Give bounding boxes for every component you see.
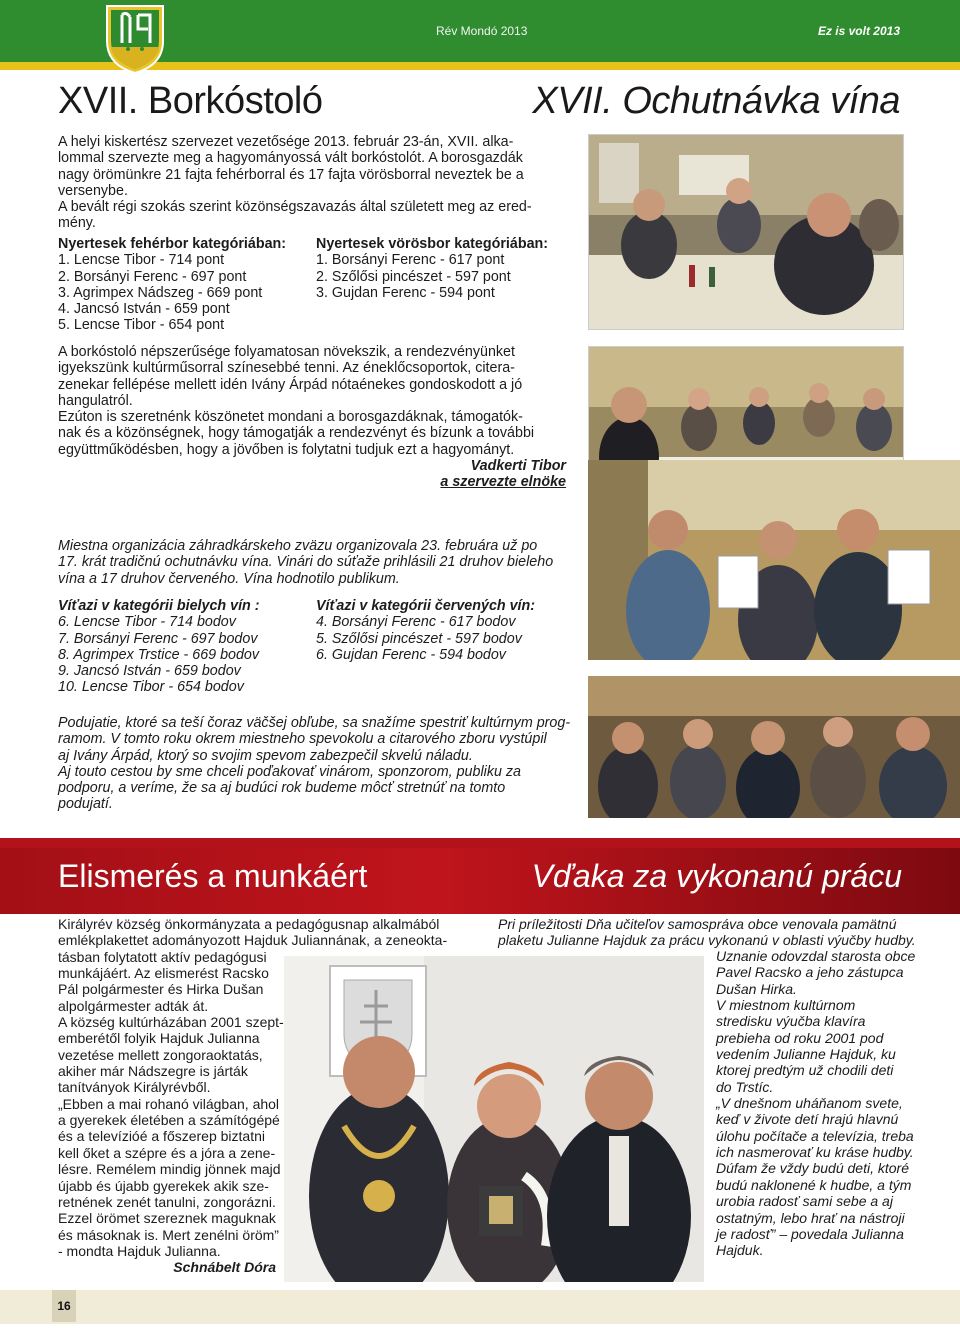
text-line: stredisku výučba klavíra [716,1013,866,1030]
text-line: együttműködésben, hogy a jövőben is folytatni tudjuk ezt a hagyományt. [58,441,515,458]
text-line: nagy örömünkre 21 fajta fehérborral és 17 fajta vörösborral neveztek be a [58,166,524,183]
article-title-sk: XVII. Ochutnávka vína [532,80,900,122]
text-line: Dušan Hirka. [716,980,797,997]
article2-title-hu: Elismerés a munkáért [58,858,368,894]
municipal-crest-icon [104,3,166,75]
text-line: munkájáért. Az elismerést Racsko [58,965,269,982]
text-line: mény. [58,215,96,232]
text-line: A bevált régi szokás szerint közönségszavazás által született meg az ered- [58,199,532,216]
text-line: úlohu počítače a televízia, treba [716,1127,914,1144]
sk-body-paragraph [58,715,570,813]
award-photo [284,956,704,1282]
section-label: Ez is volt 2013 [817,24,900,38]
text-line: tanítványok Királyrévből. [58,1079,211,1096]
text-line: lésre. Remélem mindig jönnek majd [58,1161,281,1178]
text-line: alpolgármester adták át. [58,997,209,1014]
text-line: ostatným, lebo hrať na nástroji [716,1209,905,1226]
text-line: Dúfam že vždy budú deti, ktoré [716,1160,909,1177]
text-line: Ezzel örömet szereznek maguknak [58,1210,276,1227]
text-line: Podujatie, ktoré sa teší čoraz väčšej obľube, sa snažíme spestriť kultúrnym prog- [58,715,571,731]
event-photo-tasting [588,134,904,330]
sk-red-winners-list [316,598,535,663]
text-line: vedením Julianne Hajduk, ku [716,1046,896,1063]
text-line: do Trstíc. [716,1078,774,1095]
text-line: keď v živote detí hrajú hlavnú [716,1111,899,1128]
text-line: kell őket a szépre és a jóra a zene- [58,1144,276,1161]
list-item: 7. Borsányi Ferenc - 697 bodov [58,630,258,647]
text-line: 17. krát tradičnú ochutnávku vína. Vinári do súťaže prihlásili 21 druhov bieleho [58,554,554,571]
article-title-hu: XVII. Borkóstoló [58,80,323,122]
text-line: podporu, a veríme, že sa aj budúci rok budeme môcť stretnúť na tomto [58,780,506,797]
text-line: aj Ivány Árpád, ktorý so svojim spevom zabezpečil skvelú náladu. [58,747,473,764]
page-number: 16 [52,1290,76,1322]
article2-title-sk: Vďaka za vykonanú prácu [531,858,902,894]
list-item: 1. Lencse Tibor - 714 pont [58,252,225,269]
red-winners-list [316,236,548,301]
text-line: A község kultúrházában 2001 szept- [58,1014,284,1031]
text-line: tásban folytatott aktív pedagógusi [58,948,267,965]
text-line: V miestnom kultúrnom [716,997,856,1014]
list-item: 2. Szőlősi pincészet - 597 pont [316,268,511,285]
white-winners-list [58,236,286,334]
text-line: igyekszünk kultúrműsorral színesebbé tenni. Az éneklőcsoportok, citera- [58,360,515,377]
text-line: Uznanie odovzdal starosta obce [716,948,916,964]
text-line: A borkóstoló népszerűsége folyamatosan növekszik, a rendezvényünket [58,344,515,360]
event-photo-winners [588,460,960,660]
article2-sk-text [716,948,915,1259]
text-line: retnének zenét tanulni, zongorázni. [58,1193,276,1210]
list-item: 1. Borsányi Ferenc - 617 pont [316,252,505,269]
text-line: vína a 17 druhov červeného. Vína hodnotilo publikum. [58,570,400,587]
article2-sk-intro [498,916,916,949]
article2-author: Schnábelt Dóra [173,1259,276,1275]
list-item: 9. Jancsó István - 659 bodov [58,663,241,680]
text-line: és a televízióé a főszerep biztatni [58,1128,266,1145]
text-line: ich nasmerovať ku kráse hudby. [716,1144,914,1161]
sk-red-winners-heading: Víťazi v kategórii červených vín: [316,598,536,614]
text-line: ktorej predtým už chodili deti [716,1062,894,1079]
text-line: versenybe. [58,182,128,199]
red-winners-heading: Nyertesek vörösbor kategóriában: [316,236,549,252]
text-line: és másoknak is. Mert zenélni öröm” [58,1226,279,1243]
text-line: budú naklonené k hudbe, a tým [716,1176,912,1193]
text-line: ramom. V tomto roku okrem miestneho spevokolu a citarového zboru vystúpil [58,731,547,748]
footer-band [0,1290,960,1324]
text-line: - mondta Hajduk Julianna. [58,1242,221,1259]
text-line: a gyerekek életében a számítógépé [58,1112,280,1129]
list-item: 4. Jancsó István - 659 pont [58,301,230,318]
list-item: 3. Gujdan Ferenc - 594 pont [316,284,495,301]
magazine-name: Rév Mondó 2013 [436,24,528,38]
signature-role: a szervezte elnöke [440,474,566,491]
sk-white-winners-list [58,598,260,696]
signature [300,458,566,491]
text-line: Hajduk. [716,1242,764,1259]
text-line: „Ebben a mai rohanó világban, ahol [58,1095,280,1112]
list-item: 8. Agrimpex Trstice - 669 bodov [58,646,260,663]
sk-white-winners-heading: Víťazi v kategórii bielych vín : [58,598,260,614]
event-photo-group [588,676,960,818]
body-paragraph [58,344,534,458]
list-item: 10. Lencse Tibor - 654 bodov [58,679,244,696]
text-line: urobia radosť sami sebe a aj [716,1193,893,1210]
text-line: Királyrév község önkormányzata a pedagógusnap alkalmából [58,916,440,932]
text-line: je radosť” – povedala Julianna [716,1225,904,1242]
text-line: zenekar fellépése mellett idén Ivány Árpád nótaénekes gondoskodott a jó [58,376,523,393]
text-line: Ezúton is szeretnénk köszönetet mondani a borosgazdáknak, támogatók- [58,409,523,426]
list-item: 4. Borsányi Ferenc - 617 bodov [316,614,516,631]
text-line: Aj touto cestou by sme chceli poďakovať vinárom, sponzorom, publiku za [58,763,521,780]
signature-name: Vadkerti Tibor [470,458,566,474]
list-item: 2. Borsányi Ferenc - 697 pont [58,268,247,285]
text-line: prebieha od roku 2001 pod [716,1029,884,1046]
text-line: újabb és újabb gyerekek akik sze- [58,1177,269,1194]
text-line: nak és a közönségnek, hogy támogatják a rendezvényt és bízunk a további [58,425,535,442]
text-line: Pri príležitosti Dňa učiteľov samospráva obce venovala pamätnú [498,916,897,932]
text-line: emlékplakettet adományozott Hajduk Juliannának, a zeneokta- [58,932,448,949]
list-item: 3. Agrimpex Nádszeg - 669 pont [58,284,263,301]
list-item: 5. Szőlősi pincészet - 597 bodov [316,630,522,647]
text-line: plaketu Julianne Hajduk za prácu vykonanú v oblasti výučby hudby. [498,932,916,949]
text-line: hangulatról. [58,392,133,409]
text-line: emberétől folyik Hajduk Julianna [58,1030,260,1047]
list-item: 6. Gujdan Ferenc - 594 bodov [316,646,506,663]
text-line: lommal szervezte meg a hagyományossá vált borkóstolót. A borosgazdák [58,150,523,167]
text-line: akiher már Nádszegre is járták [58,1063,248,1080]
text-line: podujatí. [58,796,113,813]
text-line: vezetése mellett zongoraoktatás, [58,1046,263,1063]
white-winners-heading: Nyertesek fehérbor kategóriában: [58,236,287,252]
text-line: A helyi kiskertész szervezet vezetősége 2013. február 23-án, XVII. alka- [58,134,514,150]
list-item: 6. Lencse Tibor - 714 bodov [58,614,236,631]
intro-paragraph [58,134,532,232]
list-item: 5. Lencse Tibor - 654 pont [58,317,225,334]
text-line: „V dnešnom uháňanom svete, [716,1095,903,1112]
text-line: Miestna organizácia záhradkárskeho zväzu organizovala 23. februára už po [58,538,538,554]
text-line: Pavel Racsko a jeho zástupca [716,964,904,981]
sk-intro-paragraph [58,538,553,587]
section-divider [0,838,960,848]
text-line: Pál polgármester és Hirka Dušan [58,981,264,998]
